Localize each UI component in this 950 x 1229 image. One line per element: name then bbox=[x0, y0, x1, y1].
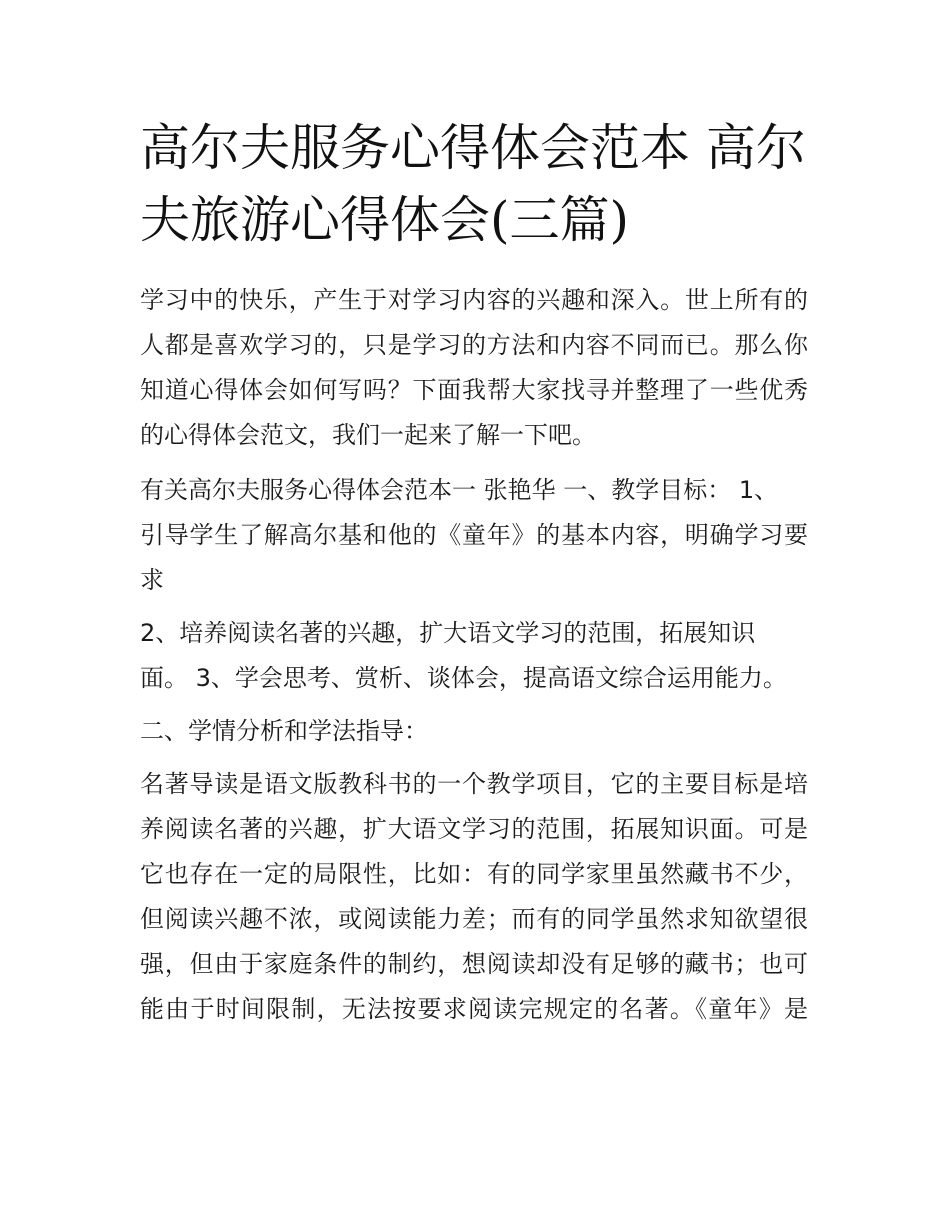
objective-line: 2、培养阅读名著的兴趣，扩大语文学习的范围，拓展知识 bbox=[140, 619, 756, 647]
analysis-line: 养阅读名著的兴趣，扩大语文学习的范围，拓展知识面。可是 bbox=[140, 815, 808, 843]
objective-line: 面。 3、学会思考、赏析、谈体会，提高语文综合运用能力。 bbox=[140, 664, 787, 692]
intro-line: 人都是喜欢学习的，只是学习的方法和内容不同而已。那么你 bbox=[140, 331, 808, 359]
title-line-2: 夫旅游心得体会(三篇) bbox=[140, 191, 630, 249]
intro-paragraph bbox=[140, 278, 830, 458]
analysis-line: 名著导读是语文版教科书的一个教学项目，它的主要目标是培 bbox=[140, 770, 808, 798]
document-body bbox=[140, 278, 830, 1032]
section2-heading-text: 二、学情分析和学法指导： bbox=[140, 717, 428, 745]
section1-line: 求 bbox=[140, 566, 164, 594]
intro-line: 知道心得体会如何写吗？下面我帮大家找寻并整理了一些优秀 bbox=[140, 376, 808, 404]
analysis-line: 但阅读兴趣不浓，或阅读能力差；而有的同学虽然求知欲望很 bbox=[140, 905, 808, 933]
intro-line: 学习中的快乐，产生于对学习内容的兴趣和深入。世上所有的 bbox=[140, 286, 808, 314]
document-title bbox=[140, 112, 820, 256]
section1-paragraph bbox=[140, 468, 830, 603]
section1-line: 有关高尔夫服务心得体会范本一 张艳华 一、教学目标： 1、 bbox=[140, 476, 779, 504]
intro-line: 的心得体会范文，我们一起来了解一下吧。 bbox=[140, 421, 596, 449]
title-line-1: 高尔夫服务心得体会范本 高尔 bbox=[140, 119, 806, 177]
analysis-line: 它也存在一定的局限性，比如：有的同学家里虽然藏书不少， bbox=[140, 860, 808, 888]
section2-heading bbox=[140, 709, 830, 754]
objectives-paragraph bbox=[140, 611, 830, 701]
section1-line: 引导学生了解高尔基和他的《童年》的基本内容，明确学习要 bbox=[140, 521, 808, 549]
analysis-line: 强，但由于家庭条件的制约，想阅读却没有足够的藏书；也可 bbox=[140, 950, 808, 978]
analysis-line: 能由于时间限制，无法按要求阅读完规定的名著。《童年》是 bbox=[140, 995, 808, 1023]
analysis-paragraph bbox=[140, 762, 830, 1032]
